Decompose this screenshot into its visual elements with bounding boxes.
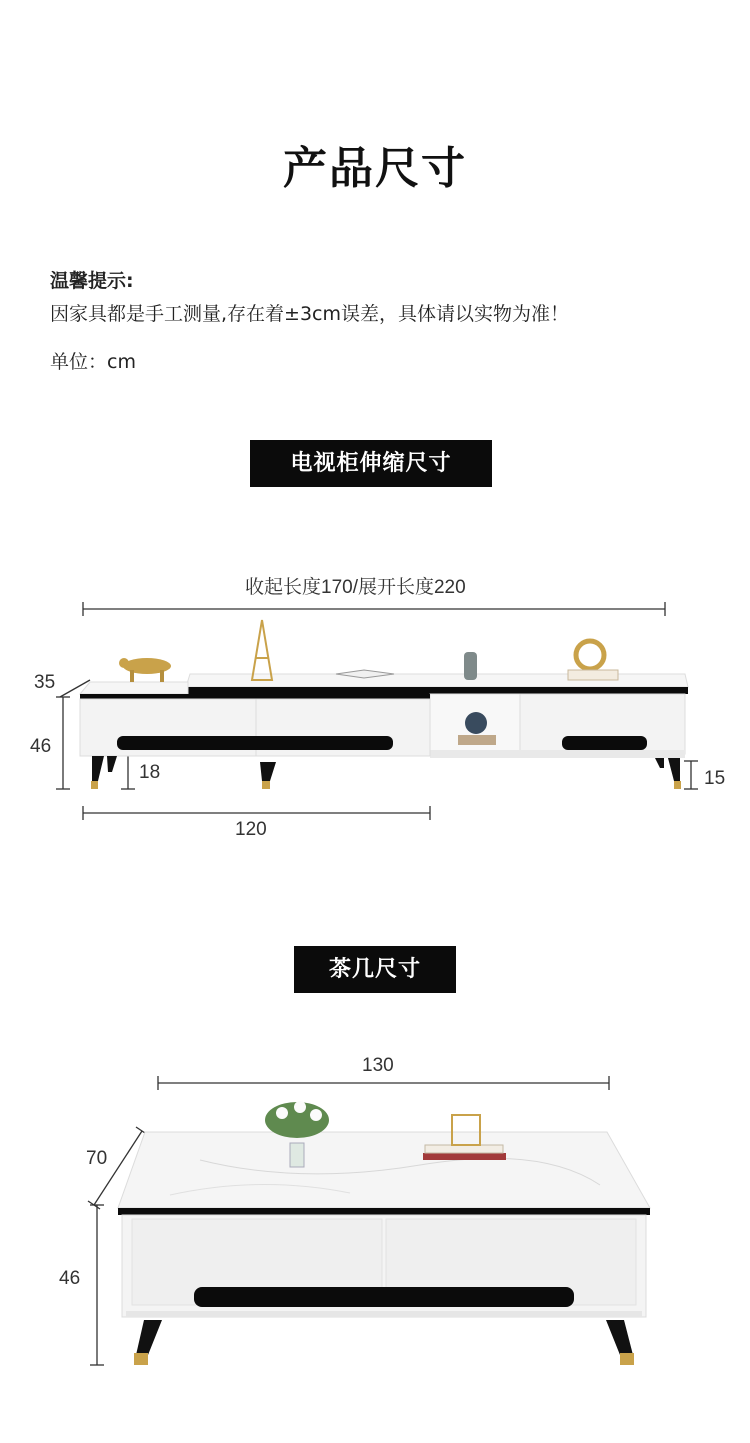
table-body xyxy=(122,1215,646,1317)
tv-module-width-dimension-line xyxy=(83,806,430,820)
table-width-label: 130 xyxy=(362,1055,394,1076)
table-depth-label: 70 xyxy=(86,1148,108,1169)
tv-leg-left-dimension-line xyxy=(121,755,135,789)
tv-legs xyxy=(91,756,681,789)
tv-module-width-label: 120 xyxy=(235,819,267,840)
tips-body: 因家具都是手工测量,存在着±3cm误差，具体请以实物为准！ xyxy=(50,303,570,325)
tv-top-thickness-label: 35 xyxy=(34,672,56,693)
tv-section-banner xyxy=(250,440,492,487)
tv-leg-right-label: 15 xyxy=(704,768,726,789)
tv-leg-left-label: 18 xyxy=(139,762,161,783)
table-top xyxy=(118,1132,650,1215)
tv-leg-right-dimension-line xyxy=(684,761,698,789)
tips-heading: 温馨提示: xyxy=(50,270,134,292)
table-height-dimension-line xyxy=(90,1205,104,1365)
unit-label: 单位：cm xyxy=(50,351,136,373)
tv-length-dimension-line xyxy=(83,602,665,616)
tv-height-dimension-line xyxy=(56,697,70,789)
table-section-banner xyxy=(294,946,456,993)
table-legs xyxy=(134,1320,634,1365)
page-title: 产品尺寸 xyxy=(283,143,467,194)
table-section-banner-label: 茶几尺寸 xyxy=(328,957,421,982)
table-width-dimension-line xyxy=(158,1076,609,1090)
tv-section-banner-label: 电视柜伸缩尺寸 xyxy=(290,451,452,476)
tv-cabinet-illustration xyxy=(0,590,750,840)
coffee-table-illustration xyxy=(0,1065,750,1385)
table-height-label: 46 xyxy=(59,1268,81,1289)
tv-length-label: 收起长度170/展开长度220 xyxy=(245,577,466,598)
tv-body-height-label: 46 xyxy=(30,736,52,757)
